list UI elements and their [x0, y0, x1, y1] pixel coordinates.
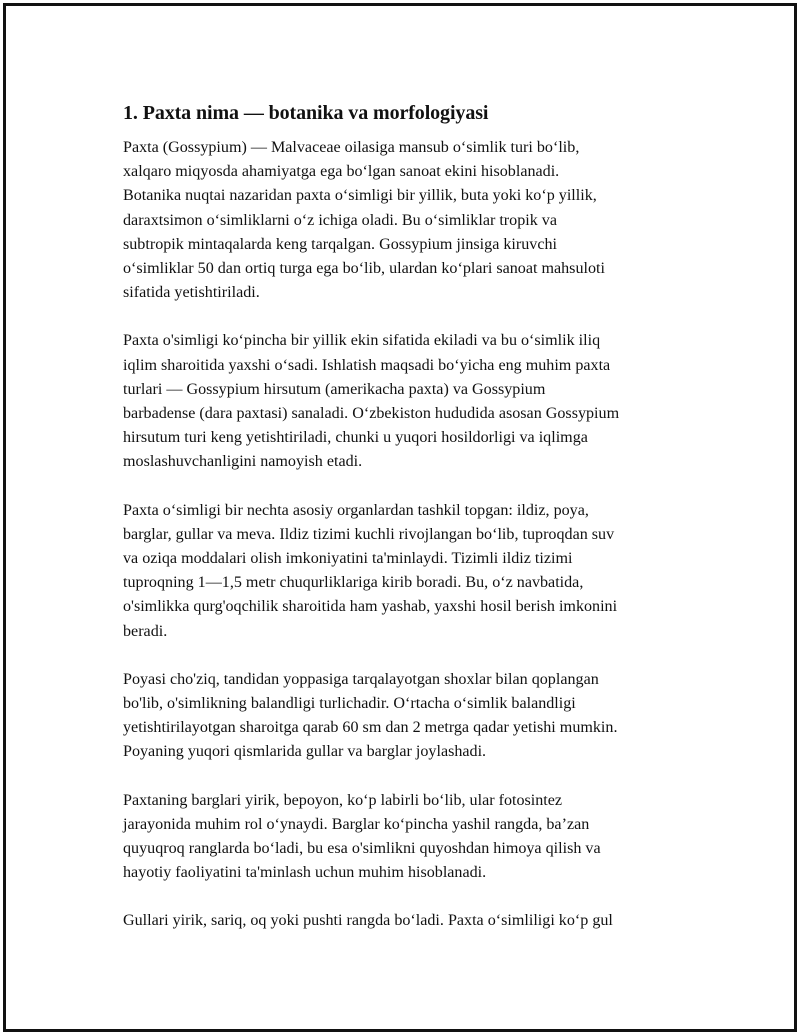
paragraph-line: hirsutum turi keng yetishtiriladi, chunki u yuqori hosildorligi va iqlimga	[123, 429, 588, 447]
paragraph-line: moslashuvchanligini namoyish etadi.	[123, 453, 363, 471]
paragraph-line: Paxta o‘simligi bir nechta asosiy organlardan tashkil topgan: ildiz, poya,	[123, 501, 589, 519]
paragraph-5	[123, 789, 707, 886]
paragraph-2	[123, 329, 707, 474]
paragraph-1	[123, 136, 707, 305]
paragraph-line: quyuqroq ranglarda bo‘ladi, bu esa o'simlikni quyoshdan himoya qilish va	[123, 840, 601, 858]
paragraph-line: xalqaro miqyosda ahamiyatga ega bo‘lgan sanoat ekini hisoblanadi.	[123, 163, 560, 181]
paragraph-line: va oziqa moddalari olish imkoniyatini ta'minlaydi. Tizimli ildiz tizimi	[123, 550, 573, 568]
paragraph-line: yetishtirilayotgan sharoitga qarab 60 sm dan 2 metrga qadar yetishi mumkin.	[123, 719, 618, 737]
paragraph-line: barbadense (dara paxtasi) sanaladi. O‘zbekiston hududida asosan Gossypium	[123, 405, 620, 423]
paragraph-line: sifatida yetishtiriladi.	[123, 284, 260, 302]
paragraph-6	[123, 909, 707, 933]
paragraph-line: jarayonida muhim rol o‘ynaydi. Barglar ko‘pincha yashil rangda, ba’zan	[123, 815, 590, 833]
paragraph-line: iqlim sharoitida yaxshi o‘sadi. Ishlatish maqsadi bo‘yicha eng muhim paxta	[123, 356, 611, 374]
paragraph-line: Poyasi cho'ziq, tandidan yoppasiga tarqalayotgan shoxlar bilan qoplangan	[123, 670, 599, 688]
paragraph-line: beradi.	[123, 622, 168, 640]
paragraph-line: o‘simliklar 50 dan ortiq turga ega bo‘lib, ulardan ko‘plari sanoat mahsuloti	[123, 260, 605, 278]
paragraph-line: Paxta (Gossypium) — Malvaceae oilasiga mansub o‘simlik turi bo‘lib,	[123, 139, 580, 156]
paragraph-line: Botanika nuqtai nazaridan paxta o‘simligi bir yillik, buta yoki ko‘p yillik,	[123, 187, 597, 205]
paragraph-line: Poyaning yuqori qismlarida gullar va barglar joylashadi.	[123, 743, 487, 761]
paragraph-line: bo'lib, o'simlikning balandligi turlichadir. O‘rtacha o‘simlik balandligi	[123, 695, 576, 713]
paragraph-4	[123, 668, 707, 765]
paragraph-line: o'simlikka qurg'oqchilik sharoitida ham yashab, yaxshi hosil berish imkonini	[123, 598, 618, 616]
paragraph-line: Gullari yirik, sariq, oq yoki pushti rangda bo‘ladi. Paxta o‘simliligi ko‘p gul	[123, 912, 613, 930]
paragraph-line: tuproqning 1—1,5 metr chuqurliklariga kirib boradi. Bu, o‘z navbatida,	[123, 574, 584, 592]
paragraph-line: Paxta o'simligi ko‘pincha bir yillik ekin sifatida ekiladi va bu o‘simlik iliq	[123, 332, 601, 350]
paragraph-line: daraxtsimon o‘simliklarni o‘z ichiga oladi. Bu o‘simliklar tropik va	[123, 211, 557, 229]
paragraph-line: hayotiy faoliyatini ta'minlash uchun muhim hisoblanadi.	[123, 864, 487, 882]
section-heading: 1. Paxta nima — botanika va morfologiyasi	[123, 102, 489, 124]
paragraph-line: turlari — Gossypium hirsutum (amerikacha paxta) va Gossypium	[123, 380, 546, 398]
page-frame	[3, 3, 797, 1032]
paragraph-line: Paxtaning barglari yirik, bepoyon, ko‘p labirli bo‘lib, ular fotosintez	[123, 791, 563, 809]
paragraph-line: barglar, gullar va meva. Ildiz tizimi kuchli rivojlangan bo‘lib, tuproqdan suv	[123, 525, 615, 543]
document-body	[123, 100, 707, 958]
paragraph-line: subtropik mintaqalarda keng tarqalgan. Gossypium jinsiga kiruvchi	[123, 235, 557, 253]
paragraph-3	[123, 499, 707, 644]
